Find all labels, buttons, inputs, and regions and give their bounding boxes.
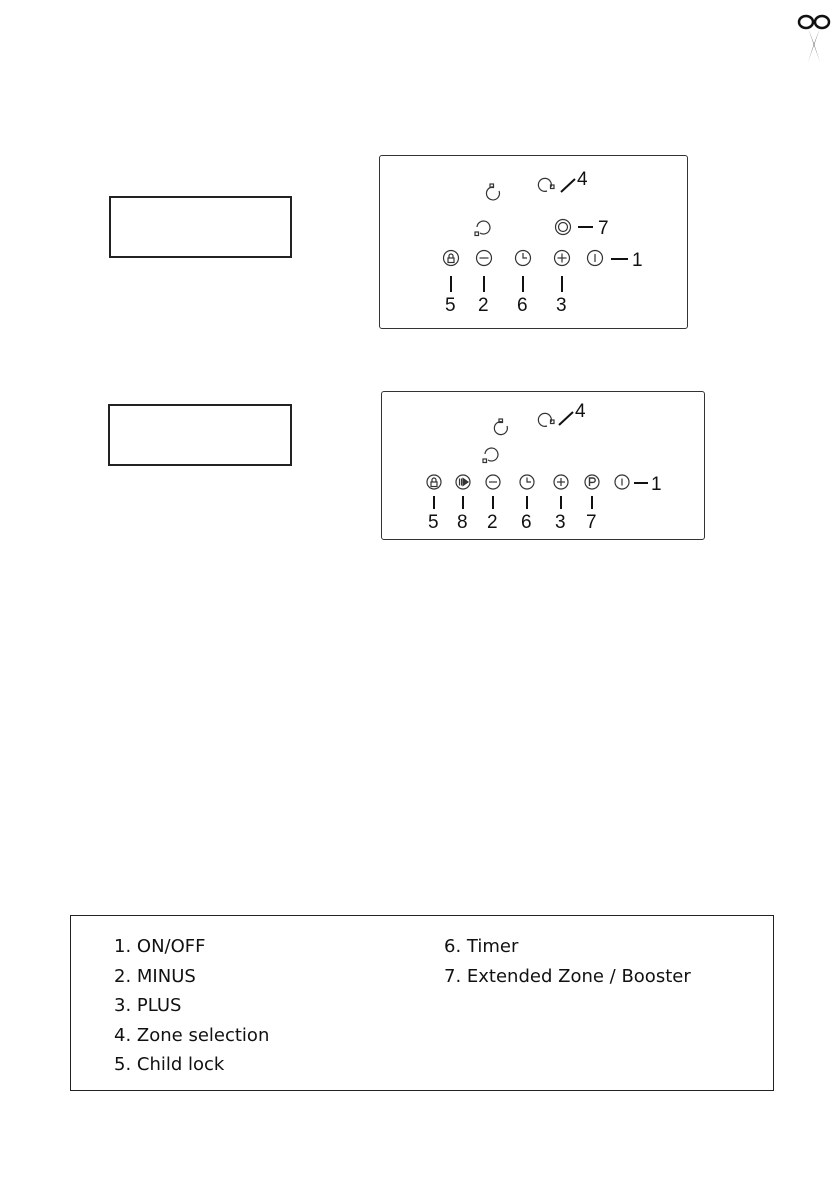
power-icon (615, 475, 629, 489)
callout-5: 5 (445, 295, 456, 316)
callout-6: 6 (521, 512, 532, 533)
legend-item: 5. Child lock (114, 1054, 225, 1076)
callout-line-4 (559, 412, 573, 425)
callout-7: 7 (586, 512, 597, 533)
callout-2: 2 (487, 512, 498, 533)
legend-column-left (114, 932, 269, 1080)
extended-zone-icon (556, 220, 571, 235)
legend-item: 6. Timer (444, 936, 519, 957)
callout-2: 2 (478, 295, 489, 316)
control-panel-a (379, 155, 688, 329)
legend-item: 2. MINUS (114, 965, 196, 987)
legend-item: 1. ON/OFF (114, 936, 206, 957)
legend-box (70, 915, 774, 1091)
callout-8: 8 (457, 512, 468, 533)
callout-4: 4 (577, 169, 588, 190)
timer-icon (516, 251, 531, 266)
child-lock-icon (427, 475, 441, 489)
pause-icon (456, 475, 470, 489)
zone-rear-left-icon (494, 419, 507, 435)
child-lock-icon (444, 251, 459, 266)
callout-line-4 (561, 179, 575, 192)
callout-1: 1 (632, 250, 643, 271)
booster-p-icon (585, 475, 599, 489)
blank-box-1 (109, 196, 292, 258)
callout-4: 4 (575, 401, 586, 422)
callout-5: 5 (428, 512, 439, 533)
legend-item: 7. Extended Zone / Booster (444, 965, 691, 987)
legend-column-right (444, 932, 691, 991)
zone-front-left-icon (475, 221, 490, 235)
callout-7: 7 (598, 218, 609, 239)
minus-icon (486, 475, 500, 489)
power-icon (588, 251, 603, 266)
zone-rear-right-icon (538, 178, 554, 191)
scissors-icon (796, 14, 832, 64)
callout-1: 1 (651, 474, 662, 495)
callout-6: 6 (517, 295, 528, 316)
legend-item: 3. PLUS (114, 995, 182, 1017)
plus-icon (555, 251, 570, 266)
callout-3: 3 (555, 512, 566, 533)
zone-front-left-icon (483, 448, 498, 462)
zone-rear-right-icon (538, 413, 554, 426)
minus-icon (477, 251, 492, 266)
zone-rear-left-icon (486, 184, 499, 200)
callout-3: 3 (556, 295, 567, 316)
legend-item: 4. Zone selection (114, 1024, 270, 1046)
control-panel-b (381, 391, 705, 540)
timer-icon (520, 475, 534, 489)
blank-box-2 (108, 404, 292, 466)
plus-icon (554, 475, 568, 489)
